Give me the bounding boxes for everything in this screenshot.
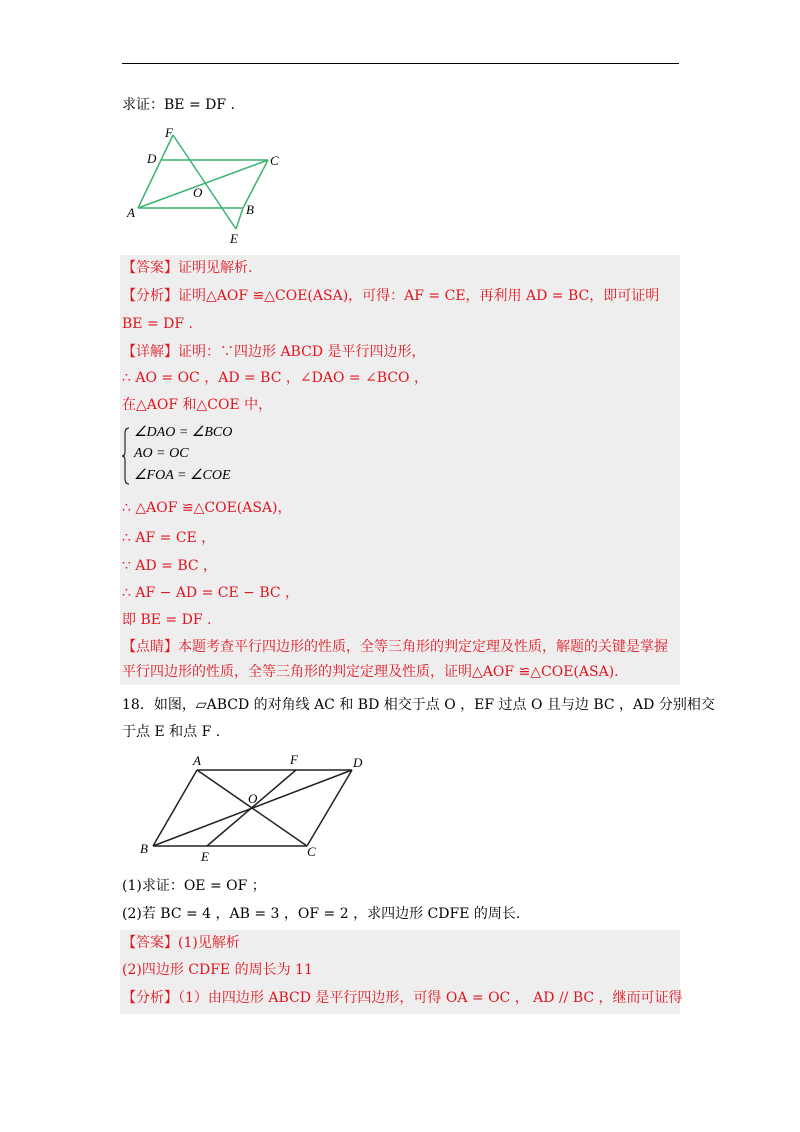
detail-17-line2: ∴ AO = OC ，AD = BC ，∠DAO = ∠BCO ， xyxy=(122,370,428,386)
question-18-part-1: (1)求证：OE = OF ； xyxy=(122,878,266,894)
detail-17-line6: ∵ AD = BC ， xyxy=(122,558,218,574)
fig2-label-f: F xyxy=(290,752,298,767)
segment-ab xyxy=(153,770,197,846)
comment-17-line1: 【点睛】本题考查平行四边形的性质，全等三角形的判定定理及性质，解题的关键是掌握 xyxy=(122,639,668,655)
fig2-label-b: B xyxy=(140,841,148,856)
detail-17-line5: ∴ AF = CE ， xyxy=(122,530,216,546)
question-18-stem-line1: 18．如图，▱ABCD 的对角线 AC 和 BD 相交于点 O ，EF 过点 O 且与边 BC ，AD 分别相交 xyxy=(122,697,715,713)
answer-18-line2: (2)四边形 CDFE 的周长为 11 xyxy=(122,962,313,978)
answer-18-line1: 【答案】(1)见解析 xyxy=(122,935,240,951)
segment-fe xyxy=(173,135,236,229)
label-d: D xyxy=(147,151,157,166)
segment-dc xyxy=(307,770,352,846)
question-18-stem-line2: 于点 E 和点 F . xyxy=(122,724,221,740)
label-c: C xyxy=(270,153,279,168)
analysis-17-line1: 【分析】证明△AOF ≌△COE(ASA)，可得：AF = CE，再利用 AD = BC，即可证明 xyxy=(122,288,660,304)
label-o: O xyxy=(193,185,203,200)
comment-17-line2: 平行四边形的性质，全等三角形的判定定理及性质，证明△AOF ≌△COE(ASA). xyxy=(122,664,619,680)
fig2-label-c: C xyxy=(307,844,316,859)
analysis-17-line2: BE = DF . xyxy=(122,316,193,332)
detail-17-line1: 【详解】证明：∵四边形 ABCD 是平行四边形， xyxy=(122,344,426,360)
fig2-label-a: A xyxy=(193,753,201,768)
header-rule xyxy=(122,63,679,64)
label-e: E xyxy=(230,231,238,246)
equation-brace xyxy=(122,427,130,485)
label-f: F xyxy=(165,125,173,140)
prove-statement: 求证：BE = DF . xyxy=(122,97,235,113)
segment-fe xyxy=(207,770,296,846)
label-a: A xyxy=(127,205,135,220)
figure-1-parallelogram xyxy=(125,125,295,250)
detail-17-line4: ∴ △AOF ≌△COE(ASA)， xyxy=(122,500,292,516)
detail-17-line7: ∴ AF − AD = CE − BC ， xyxy=(122,585,300,601)
detail-17-line8: 即 BE = DF . xyxy=(122,612,212,628)
question-18-part-2: (2)若 BC = 4 ，AB = 3 ，OF = 2 ，求四边形 CDFE 的周长. xyxy=(122,906,521,922)
detail-17-line3: 在△AOF 和△COE 中， xyxy=(122,397,273,413)
system-eq-2: AO = OC xyxy=(134,446,189,461)
fig2-label-d: D xyxy=(353,755,363,770)
system-eq-1: ∠DAO = ∠BCO xyxy=(134,425,233,440)
label-b: B xyxy=(246,202,254,217)
fig2-label-e: E xyxy=(201,849,209,864)
fig2-label-o: O xyxy=(248,791,258,806)
segment-be xyxy=(236,208,243,229)
analysis-18: 【分析】（1）由四边形 ABCD 是平行四边形，可得 OA = OC ， AD // BC ，继而可证得 xyxy=(122,990,683,1006)
system-eq-3: ∠FOA = ∠COE xyxy=(134,468,231,483)
figure-2-parallelogram xyxy=(135,750,370,865)
answer-17: 【答案】证明见解析. xyxy=(122,260,253,276)
